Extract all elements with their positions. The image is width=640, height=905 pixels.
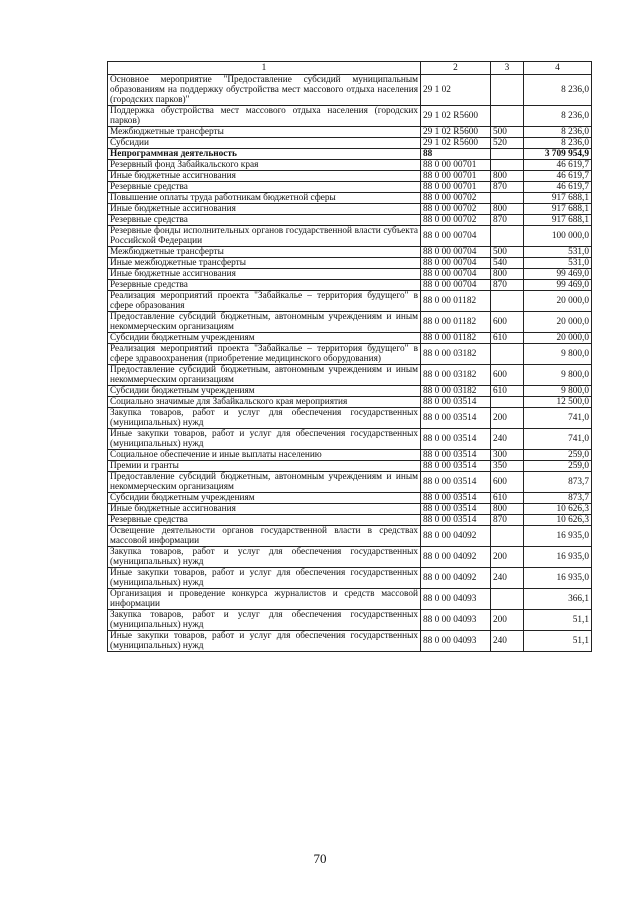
row-name-cell: Реализация мероприятий проекта "Забайкалье – территория будущего" в сфере образования xyxy=(108,291,421,312)
row-amount-cell: 917 688,1 xyxy=(524,204,592,215)
row-code-cell: 88 0 00 00704 xyxy=(421,280,491,291)
row-amount-cell: 531,0 xyxy=(524,247,592,258)
table-row xyxy=(108,182,592,193)
row-type-cell: 800 xyxy=(491,171,524,182)
row-code-cell: 88 0 00 03514 xyxy=(421,461,491,472)
row-name-cell: Резервные средства xyxy=(108,515,421,526)
row-code-cell: 88 0 00 03514 xyxy=(421,493,491,504)
row-type-cell: 350 xyxy=(491,461,524,472)
table-row xyxy=(108,493,592,504)
row-name-cell: Резервные средства xyxy=(108,182,421,193)
row-name-cell: Социально значимые для Забайкальского края мероприятия xyxy=(108,397,421,408)
row-type-cell: 200 xyxy=(491,408,524,429)
table-row xyxy=(108,515,592,526)
row-type-cell: 610 xyxy=(491,493,524,504)
row-amount-cell: 46 619,7 xyxy=(524,171,592,182)
row-code-cell: 88 0 00 04093 xyxy=(421,631,491,652)
row-type-cell: 600 xyxy=(491,472,524,493)
row-amount-cell: 10 626,3 xyxy=(524,515,592,526)
row-code-cell: 88 0 00 03514 xyxy=(421,408,491,429)
row-name-cell: Премии и гранты xyxy=(108,461,421,472)
row-name-cell: Иные закупки товаров, работ и услуг для обеспечения государственных (муниципальных) нужд xyxy=(108,429,421,450)
row-amount-cell: 8 236,0 xyxy=(524,106,592,127)
table-header xyxy=(108,62,592,75)
row-amount-cell: 99 469,0 xyxy=(524,280,592,291)
row-type-cell xyxy=(491,75,524,106)
table-row xyxy=(108,344,592,365)
table-row xyxy=(108,247,592,258)
row-name-cell: Предоставление субсидий бюджетным, автономным учреждениям и иным некоммерческим организациям xyxy=(108,312,421,333)
row-type-cell: 500 xyxy=(491,247,524,258)
row-code-cell: 88 xyxy=(421,149,491,160)
table-row xyxy=(108,610,592,631)
row-type-cell xyxy=(491,526,524,547)
row-code-cell: 88 0 00 04093 xyxy=(421,610,491,631)
header-col-1: 1 xyxy=(108,62,421,75)
row-amount-cell: 16 935,0 xyxy=(524,568,592,589)
row-amount-cell: 917 688,1 xyxy=(524,193,592,204)
row-name-cell: Субсидии бюджетным учреждениям xyxy=(108,493,421,504)
row-type-cell: 240 xyxy=(491,429,524,450)
row-name-cell: Иные бюджетные ассигнования xyxy=(108,204,421,215)
row-code-cell: 88 0 00 03182 xyxy=(421,365,491,386)
header-col-2: 2 xyxy=(421,62,491,75)
table-row xyxy=(108,226,592,247)
row-code-cell: 88 0 00 00702 xyxy=(421,193,491,204)
row-amount-cell: 51,1 xyxy=(524,610,592,631)
table-row xyxy=(108,408,592,429)
table-row xyxy=(108,269,592,280)
row-type-cell: 870 xyxy=(491,215,524,226)
row-name-cell: Иные бюджетные ассигнования xyxy=(108,171,421,182)
row-code-cell: 88 0 00 00702 xyxy=(421,204,491,215)
row-code-cell: 88 0 00 03514 xyxy=(421,397,491,408)
table-row xyxy=(108,333,592,344)
row-code-cell: 29 1 02 xyxy=(421,75,491,106)
row-code-cell: 88 0 00 00701 xyxy=(421,160,491,171)
row-code-cell: 88 0 00 00704 xyxy=(421,247,491,258)
row-name-cell: Иные закупки товаров, работ и услуг для обеспечения государственных (муниципальных) нужд xyxy=(108,568,421,589)
row-type-cell xyxy=(491,149,524,160)
row-type-cell: 870 xyxy=(491,182,524,193)
table-row xyxy=(108,215,592,226)
row-name-cell: Иные межбюджетные трансферты xyxy=(108,258,421,269)
row-code-cell: 88 0 00 03182 xyxy=(421,386,491,397)
row-name-cell: Резервный фонд Забайкальского края xyxy=(108,160,421,171)
table-row xyxy=(108,138,592,149)
table-row xyxy=(108,568,592,589)
table-row xyxy=(108,547,592,568)
table-row xyxy=(108,204,592,215)
row-code-cell: 88 0 00 00704 xyxy=(421,269,491,280)
header-col-3: 3 xyxy=(491,62,524,75)
row-code-cell: 88 0 00 01182 xyxy=(421,291,491,312)
row-type-cell: 800 xyxy=(491,504,524,515)
row-type-cell xyxy=(491,106,524,127)
row-code-cell: 88 0 00 04093 xyxy=(421,589,491,610)
row-amount-cell: 8 236,0 xyxy=(524,138,592,149)
row-type-cell: 300 xyxy=(491,450,524,461)
row-type-cell xyxy=(491,397,524,408)
row-name-cell: Повышение оплаты труда работникам бюджетной сферы xyxy=(108,193,421,204)
row-code-cell: 88 0 00 00701 xyxy=(421,171,491,182)
row-amount-cell: 99 469,0 xyxy=(524,269,592,280)
row-code-cell: 88 0 00 03514 xyxy=(421,429,491,450)
row-code-cell: 88 0 00 04092 xyxy=(421,568,491,589)
row-amount-cell: 20 000,0 xyxy=(524,291,592,312)
row-name-cell: Освещение деятельности органов государственной власти в средствах массовой информации xyxy=(108,526,421,547)
row-amount-cell: 531,0 xyxy=(524,258,592,269)
row-amount-cell: 51,1 xyxy=(524,631,592,652)
row-name-cell: Социальное обеспечение и иные выплаты населению xyxy=(108,450,421,461)
row-type-cell xyxy=(491,589,524,610)
row-amount-cell: 9 800,0 xyxy=(524,386,592,397)
row-amount-cell: 366,1 xyxy=(524,589,592,610)
table-row xyxy=(108,386,592,397)
row-type-cell: 500 xyxy=(491,127,524,138)
row-code-cell: 88 0 00 03514 xyxy=(421,472,491,493)
table-row xyxy=(108,106,592,127)
row-type-cell xyxy=(491,291,524,312)
table-row xyxy=(108,280,592,291)
row-amount-cell: 917 688,1 xyxy=(524,215,592,226)
row-name-cell: Поддержка обустройства мест массового отдыха населения (городских парков) xyxy=(108,106,421,127)
table-row xyxy=(108,365,592,386)
row-type-cell: 540 xyxy=(491,258,524,269)
row-name-cell: Межбюджетные трансферты xyxy=(108,247,421,258)
table-row xyxy=(108,589,592,610)
row-type-cell: 600 xyxy=(491,312,524,333)
row-amount-cell: 16 935,0 xyxy=(524,547,592,568)
table-row xyxy=(108,75,592,106)
table-row xyxy=(108,171,592,182)
table-row xyxy=(108,631,592,652)
row-code-cell: 88 0 00 03514 xyxy=(421,515,491,526)
row-name-cell: Организация и проведение конкурса журналистов и средств массовой информации xyxy=(108,589,421,610)
row-name-cell: Реализация мероприятий проекта "Забайкалье – территория будущего" в сфере здравоохранения (приобретение медицинского оборудования) xyxy=(108,344,421,365)
row-type-cell xyxy=(491,193,524,204)
table-row xyxy=(108,258,592,269)
row-code-cell: 88 0 00 03514 xyxy=(421,450,491,461)
row-type-cell: 800 xyxy=(491,269,524,280)
row-amount-cell: 12 500,0 xyxy=(524,397,592,408)
row-name-cell: Основное мероприятие "Предоставление субсидий муниципальным образованиям на поддержку обустройства мест массового отдыха населения (городских парков)" xyxy=(108,75,421,106)
row-name-cell: Субсидии бюджетным учреждениям xyxy=(108,386,421,397)
row-amount-cell: 3 709 954,9 xyxy=(524,149,592,160)
row-amount-cell: 9 800,0 xyxy=(524,365,592,386)
row-type-cell xyxy=(491,344,524,365)
row-name-cell: Предоставление субсидий бюджетным, автономным учреждениям и иным некоммерческим организациям xyxy=(108,472,421,493)
row-amount-cell: 259,0 xyxy=(524,461,592,472)
row-code-cell: 88 0 00 00701 xyxy=(421,182,491,193)
row-name-cell: Иные закупки товаров, работ и услуг для обеспечения государственных (муниципальных) нужд xyxy=(108,631,421,652)
row-amount-cell: 16 935,0 xyxy=(524,526,592,547)
row-amount-cell: 46 619,7 xyxy=(524,182,592,193)
row-name-cell: Резервные средства xyxy=(108,215,421,226)
row-amount-cell: 20 000,0 xyxy=(524,312,592,333)
row-code-cell: 29 1 02 R5600 xyxy=(421,127,491,138)
table-row xyxy=(108,149,592,160)
budget-table xyxy=(107,61,592,652)
row-type-cell: 240 xyxy=(491,631,524,652)
row-amount-cell: 100 000,0 xyxy=(524,226,592,247)
row-name-cell: Субсидии бюджетным учреждениям xyxy=(108,333,421,344)
row-name-cell: Иные бюджетные ассигнования xyxy=(108,504,421,515)
row-type-cell: 600 xyxy=(491,365,524,386)
header-row xyxy=(108,62,592,75)
row-amount-cell: 873,7 xyxy=(524,493,592,504)
row-name-cell: Иные бюджетные ассигнования xyxy=(108,269,421,280)
header-col-4: 4 xyxy=(524,62,592,75)
row-code-cell: 88 0 00 01182 xyxy=(421,312,491,333)
row-name-cell: Закупка товаров, работ и услуг для обеспечения государственных (муниципальных) нужд xyxy=(108,408,421,429)
row-amount-cell: 8 236,0 xyxy=(524,127,592,138)
row-amount-cell: 46 619,7 xyxy=(524,160,592,171)
row-code-cell: 88 0 00 00702 xyxy=(421,215,491,226)
table-row xyxy=(108,127,592,138)
row-name-cell: Резервные средства xyxy=(108,280,421,291)
row-type-cell: 870 xyxy=(491,515,524,526)
table-row xyxy=(108,312,592,333)
table-row xyxy=(108,193,592,204)
row-name-cell: Субсидии xyxy=(108,138,421,149)
table-row xyxy=(108,472,592,493)
row-code-cell: 29 1 02 R5600 xyxy=(421,106,491,127)
row-type-cell: 200 xyxy=(491,610,524,631)
row-type-cell: 610 xyxy=(491,386,524,397)
table-row xyxy=(108,429,592,450)
row-amount-cell: 20 000,0 xyxy=(524,333,592,344)
row-amount-cell: 8 236,0 xyxy=(524,75,592,106)
row-code-cell: 88 0 00 00704 xyxy=(421,226,491,247)
row-amount-cell: 9 800,0 xyxy=(524,344,592,365)
page-number: 70 xyxy=(313,851,327,866)
row-type-cell: 240 xyxy=(491,568,524,589)
row-amount-cell: 741,0 xyxy=(524,429,592,450)
row-name-cell: Закупка товаров, работ и услуг для обеспечения государственных (муниципальных) нужд xyxy=(108,610,421,631)
row-type-cell: 520 xyxy=(491,138,524,149)
row-amount-cell: 873,7 xyxy=(524,472,592,493)
row-code-cell: 88 0 00 03182 xyxy=(421,344,491,365)
row-code-cell: 29 1 02 R5600 xyxy=(421,138,491,149)
table-row xyxy=(108,160,592,171)
row-type-cell: 870 xyxy=(491,280,524,291)
table-body xyxy=(108,75,592,652)
row-code-cell: 88 0 00 01182 xyxy=(421,333,491,344)
row-name-cell: Закупка товаров, работ и услуг для обеспечения государственных (муниципальных) нужд xyxy=(108,547,421,568)
table-row xyxy=(108,291,592,312)
row-name-cell: Предоставление субсидий бюджетным, автономным учреждениям и иным некоммерческим организациям xyxy=(108,365,421,386)
row-name-cell: Резервные фонды исполнительных органов государственной власти субъекта Российской Федерации xyxy=(108,226,421,247)
row-type-cell xyxy=(491,160,524,171)
row-type-cell: 200 xyxy=(491,547,524,568)
row-amount-cell: 741,0 xyxy=(524,408,592,429)
table-row xyxy=(108,450,592,461)
table-row xyxy=(108,526,592,547)
row-type-cell: 610 xyxy=(491,333,524,344)
row-code-cell: 88 0 00 03514 xyxy=(421,504,491,515)
row-code-cell: 88 0 00 00704 xyxy=(421,258,491,269)
row-amount-cell: 259,0 xyxy=(524,450,592,461)
row-code-cell: 88 0 00 04092 xyxy=(421,526,491,547)
row-name-cell: Непрограммная деятельность xyxy=(108,149,421,160)
row-type-cell xyxy=(491,226,524,247)
table-row xyxy=(108,397,592,408)
row-amount-cell: 10 626,3 xyxy=(524,504,592,515)
table-row xyxy=(108,461,592,472)
table-row xyxy=(108,504,592,515)
row-code-cell: 88 0 00 04092 xyxy=(421,547,491,568)
row-name-cell: Межбюджетные трансферты xyxy=(108,127,421,138)
row-type-cell: 800 xyxy=(491,204,524,215)
